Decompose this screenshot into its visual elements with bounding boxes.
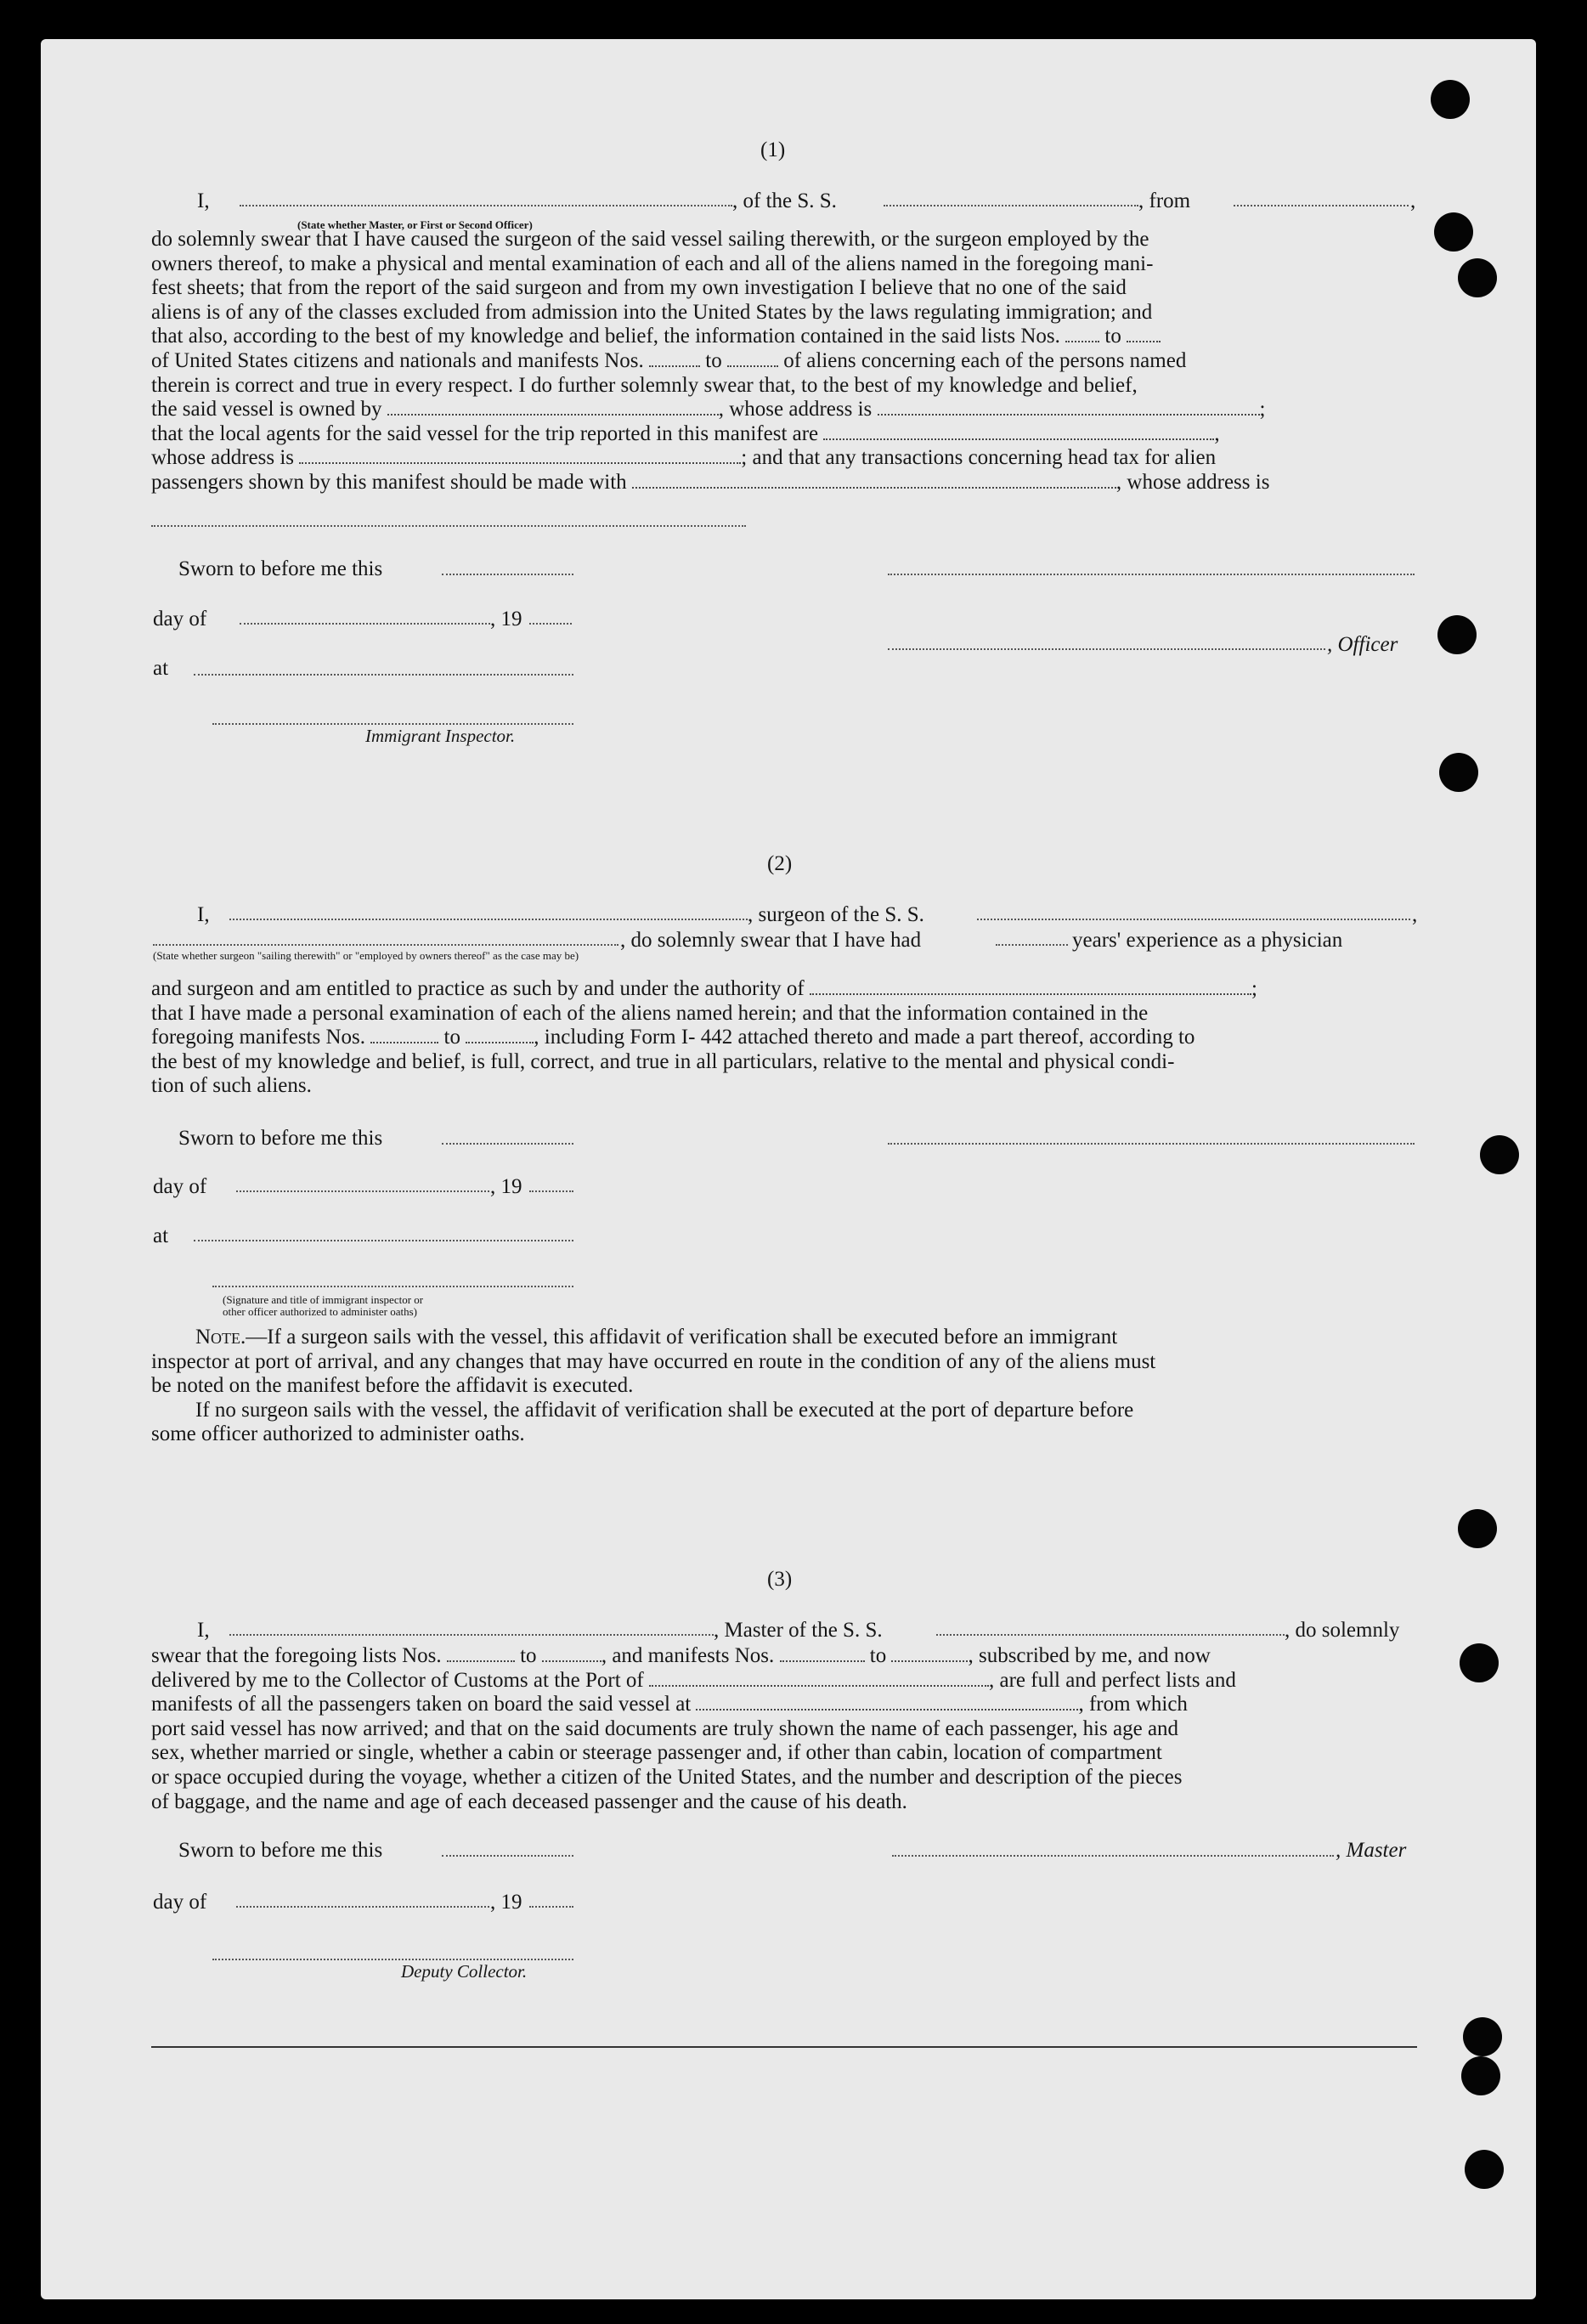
binder-hole: [1461, 2056, 1500, 2095]
s3-year-field[interactable]: [529, 1905, 573, 1908]
s3-master-signature-field[interactable]: [892, 1854, 1334, 1857]
s1-vessel-field[interactable]: [884, 204, 1138, 206]
s3-master-of-label: , Master of the S. S.: [714, 1619, 883, 1642]
s2-sig-note-2: other officer authorized to administer oaths): [223, 1305, 417, 1318]
s3-from-which-text: , from which: [1078, 1693, 1188, 1716]
s1-year-label: , 19: [490, 608, 522, 630]
s1-manifests-text: of United States citizens and nationals and manifests Nos.: [151, 348, 644, 372]
s2-years-field[interactable]: [996, 943, 1068, 946]
s1-agents-address-field[interactable]: [299, 461, 741, 464]
s3-line: [151, 1644, 1417, 1669]
s2-i-label: I,: [197, 903, 210, 926]
s2-year-field[interactable]: [529, 1190, 573, 1192]
s3-departure-port-field[interactable]: [696, 1708, 1078, 1710]
s1-officer-signature-field[interactable]: [888, 647, 1325, 650]
s2-swear-label: , do solemnly swear that I have had: [620, 929, 922, 952]
s1-line: do solemnly swear that I have caused the surgeon of the said vessel sailing therewith, or the surgeon employed by the: [151, 228, 1149, 251]
s3-line: or space occupied during the voyage, whether a citizen of the United States, and the number and description of the pieces: [151, 1765, 1183, 1789]
section1-number: (1): [760, 139, 786, 161]
s2-surgeon-of-label: , surgeon of the S. S.: [748, 903, 924, 926]
s3-line: of baggage, and the name and age of each deceased passenger and the cause of his death.: [151, 1790, 907, 1813]
s1-line: fest sheets; that from the report of the said surgeon and from my own investigation I believe that no one of the said: [151, 276, 1127, 300]
s1-line1-end: ,: [1410, 189, 1416, 212]
s3-do-solemnly-label: , do solemnly: [1285, 1619, 1400, 1642]
s3-full-lists-text: , are full and perfect lists and: [989, 1668, 1236, 1692]
s2-note-label: Note.: [195, 1326, 246, 1349]
s1-manifests-from-field[interactable]: [649, 365, 700, 367]
s1-line: aliens is of any of the classes excluded from admission into the United States by the laws regulating immigration; and: [151, 300, 1153, 324]
s1-line: [151, 398, 1417, 422]
s1-passengers-text: passengers shown by this manifest should be made with: [151, 470, 627, 494]
s1-to-label: to: [1104, 325, 1121, 348]
s1-comma: ,: [1214, 421, 1220, 445]
s3-day-of-label: day of: [153, 1891, 207, 1914]
s1-officer-label: , Officer: [1327, 633, 1398, 656]
s3-to-label: to: [869, 1644, 887, 1667]
s3-line: [151, 1693, 1417, 1717]
section2-body: [151, 977, 1417, 1099]
s1-owned-text: the said vessel is owned by: [151, 398, 382, 421]
s2-note-text: —If a surgeon sails with the vessel, this affidavit of verification shall be executed before an immigrant: [246, 1326, 1118, 1349]
s2-including-text: , including Form I- 442 attached thereto and made a part thereof, according to: [534, 1026, 1195, 1049]
s3-manifests-to-field[interactable]: [891, 1660, 968, 1662]
s2-at-label: at: [153, 1224, 169, 1247]
binder-hole: [1460, 1643, 1499, 1682]
s1-from-label: , from: [1138, 189, 1191, 212]
s1-semicolon: ;: [1259, 398, 1266, 421]
s2-note-line: some officer authorized to administer oaths.: [151, 1422, 525, 1446]
s1-line: [151, 471, 1417, 495]
s1-whose-address-is-label: , whose address is: [1115, 470, 1270, 494]
s1-whose-address-label: , whose address is: [718, 398, 873, 421]
s1-sworn-day-field[interactable]: [442, 573, 573, 575]
s1-owner-field[interactable]: [387, 413, 719, 416]
s2-note-line: inspector at port of arrival, and any changes that may have occurred en route in the condition of any of the aliens must: [151, 1349, 1156, 1373]
s1-line: [151, 325, 1417, 349]
s3-line: [151, 1669, 1417, 1694]
section3-body: [151, 1644, 1417, 1814]
s1-whose-address-text: whose address is: [151, 446, 295, 470]
binder-hole: [1463, 2017, 1502, 2056]
s2-signature-field[interactable]: [888, 1142, 1415, 1145]
s3-line: sex, whether married or single, whether a cabin or steerage passenger and, if other than cabin, location of compartment: [151, 1741, 1162, 1765]
s2-authority-text: and surgeon and am entitled to practice as such by and under the authority of: [151, 977, 805, 1000]
s2-sig-note-1: (Signature and title of immigrant inspector or: [223, 1293, 424, 1306]
binder-hole: [1465, 2150, 1504, 2189]
s1-line: [151, 446, 1417, 471]
binder-hole: [1437, 615, 1477, 654]
binder-hole: [1458, 258, 1497, 297]
s1-head-tax-field[interactable]: [632, 486, 1116, 489]
s1-at-field[interactable]: [194, 673, 573, 676]
s1-lists-from-field[interactable]: [1065, 340, 1099, 342]
s2-day-of-label: day of: [153, 1175, 207, 1198]
s2-line: [151, 1026, 1417, 1050]
s3-swear-text: swear that the foregoing lists Nos.: [151, 1644, 442, 1667]
s2-sworn-day-field[interactable]: [442, 1142, 573, 1145]
section3-number: (3): [767, 1568, 793, 1591]
s1-head-tax-address-field[interactable]: [151, 524, 746, 527]
s2-surgeon-name-field[interactable]: [229, 918, 748, 920]
s2-vessel-field[interactable]: [977, 918, 1410, 920]
s1-officer-note: (State whether Master, or First or Second Officer): [297, 218, 533, 231]
s3-manifests-from-field[interactable]: [780, 1660, 865, 1662]
s3-sworn-day-field[interactable]: [442, 1854, 573, 1857]
s1-head-tax-text: ; and that any transactions concerning head tax for alien: [741, 446, 1217, 470]
section1-body: [151, 228, 1417, 495]
s2-comma: ,: [1412, 903, 1418, 926]
s2-authority-field[interactable]: [810, 992, 1251, 995]
section2-number: (2): [767, 852, 793, 875]
s3-lists-to-field[interactable]: [542, 1660, 601, 1662]
s2-note: [151, 1326, 1417, 1447]
s2-at-field[interactable]: [194, 1239, 573, 1241]
s2-inspector-signature-field[interactable]: [212, 1285, 573, 1287]
s1-lists-to-field[interactable]: [1127, 340, 1161, 342]
s2-years-label: years' experience as a physician: [1072, 929, 1343, 952]
s3-i-label: I,: [197, 1619, 210, 1642]
s3-vessel-field[interactable]: [936, 1633, 1285, 1636]
s3-master-label: , Master: [1336, 1839, 1407, 1862]
s3-manifests-of-text: manifests of all the passengers taken on board the said vessel at: [151, 1693, 692, 1716]
s1-i-label: I,: [197, 189, 210, 212]
s2-manifests-text: foregoing manifests Nos.: [151, 1026, 366, 1049]
binder-hole: [1458, 1509, 1497, 1548]
s1-officer-field[interactable]: [240, 204, 732, 206]
s3-delivered-text: delivered by me to the Collector of Customs at the Port of: [151, 1668, 644, 1692]
s2-manifests-from-field[interactable]: [370, 1041, 438, 1043]
s1-to-label: to: [705, 348, 722, 372]
s2-line: [151, 977, 1417, 1002]
binder-hole: [1480, 1135, 1519, 1174]
s1-of-aliens-text: of aliens concerning each of the persons named: [783, 348, 1187, 372]
binder-hole: [1434, 212, 1473, 252]
s1-line: [151, 422, 1417, 447]
s2-note-line: [151, 1326, 1417, 1350]
s1-agents-field[interactable]: [823, 438, 1214, 440]
s1-lists-text: that also, according to the best of my knowledge and belief, the information contained in the said lists Nos.: [151, 325, 1060, 348]
s2-note-line: If no surgeon sails with the vessel, the affidavit of verification shall be executed at the port of departure before: [195, 1398, 1134, 1422]
s3-manifests-text: , and manifests Nos.: [601, 1644, 775, 1667]
s3-to-label: to: [520, 1644, 537, 1667]
s1-from-field[interactable]: [1234, 204, 1409, 206]
s3-master-name-field[interactable]: [229, 1633, 714, 1636]
s2-sworn-label: Sworn to before me this: [178, 1127, 383, 1150]
s2-to-label: to: [443, 1026, 460, 1049]
binder-hole: [1431, 80, 1470, 119]
s3-port-field[interactable]: [649, 1684, 989, 1687]
bottom-rule: [151, 2046, 1417, 2048]
s1-year-field[interactable]: [529, 622, 572, 625]
s1-sworn-label: Sworn to before me this: [178, 557, 383, 580]
s2-line: the best of my knowledge and belief, is full, correct, and true in all particulars, relative to the mental and physical condi-: [151, 1049, 1175, 1073]
s2-sailing-status-field[interactable]: [153, 943, 618, 946]
s2-line: tion of such aliens.: [151, 1074, 312, 1098]
s1-agents-text: that the local agents for the said vessel for the trip reported in this manifest are: [151, 421, 819, 445]
s2-semicolon: ;: [1251, 977, 1257, 1000]
s1-line: [151, 349, 1417, 374]
s3-lists-from-field[interactable]: [447, 1660, 515, 1662]
binder-hole: [1439, 753, 1478, 792]
s1-line: owners thereof, to make a physical and mental examination of each and all of the aliens named in the foregoing mani-: [151, 252, 1154, 275]
s3-line: port said vessel has now arrived; and that on the said documents are truly shown the name of each passenger, his age and: [151, 1716, 1179, 1740]
s1-inspector-label: Immigrant Inspector.: [365, 726, 516, 746]
s1-at-label: at: [153, 657, 169, 680]
s1-signature-field[interactable]: [888, 573, 1415, 575]
s3-collector-label: Deputy Collector.: [401, 1961, 528, 1982]
s1-manifests-to-field[interactable]: [727, 365, 778, 367]
s1-day-of-label: day of: [153, 608, 207, 630]
s3-sworn-label: Sworn to before me this: [178, 1839, 383, 1862]
s2-sailing-note: (State whether surgeon "sailing therewith" or "employed by owners thereof" as the case may be): [153, 949, 579, 962]
s2-month-field[interactable]: [236, 1190, 489, 1192]
s3-year-label: , 19: [490, 1891, 522, 1914]
s2-note-line: be noted on the manifest before the affidavit is executed.: [151, 1374, 634, 1398]
s1-owner-address-field[interactable]: [878, 413, 1260, 416]
s1-vessel-label: , of the S. S.: [732, 189, 837, 212]
s2-manifests-to-field[interactable]: [466, 1041, 534, 1043]
s3-month-field[interactable]: [236, 1905, 489, 1908]
s2-line: that I have made a personal examination of each of the aliens named herein; and that the information contained in the: [151, 1001, 1149, 1025]
s3-subscribed-text: , subscribed by me, and now: [968, 1644, 1211, 1667]
s2-year-label: , 19: [490, 1175, 522, 1198]
s1-month-field[interactable]: [240, 622, 490, 625]
s1-line: therein is correct and true in every respect. I do further solemnly swear that, to the best of my knowledge and belief,: [151, 373, 1138, 397]
